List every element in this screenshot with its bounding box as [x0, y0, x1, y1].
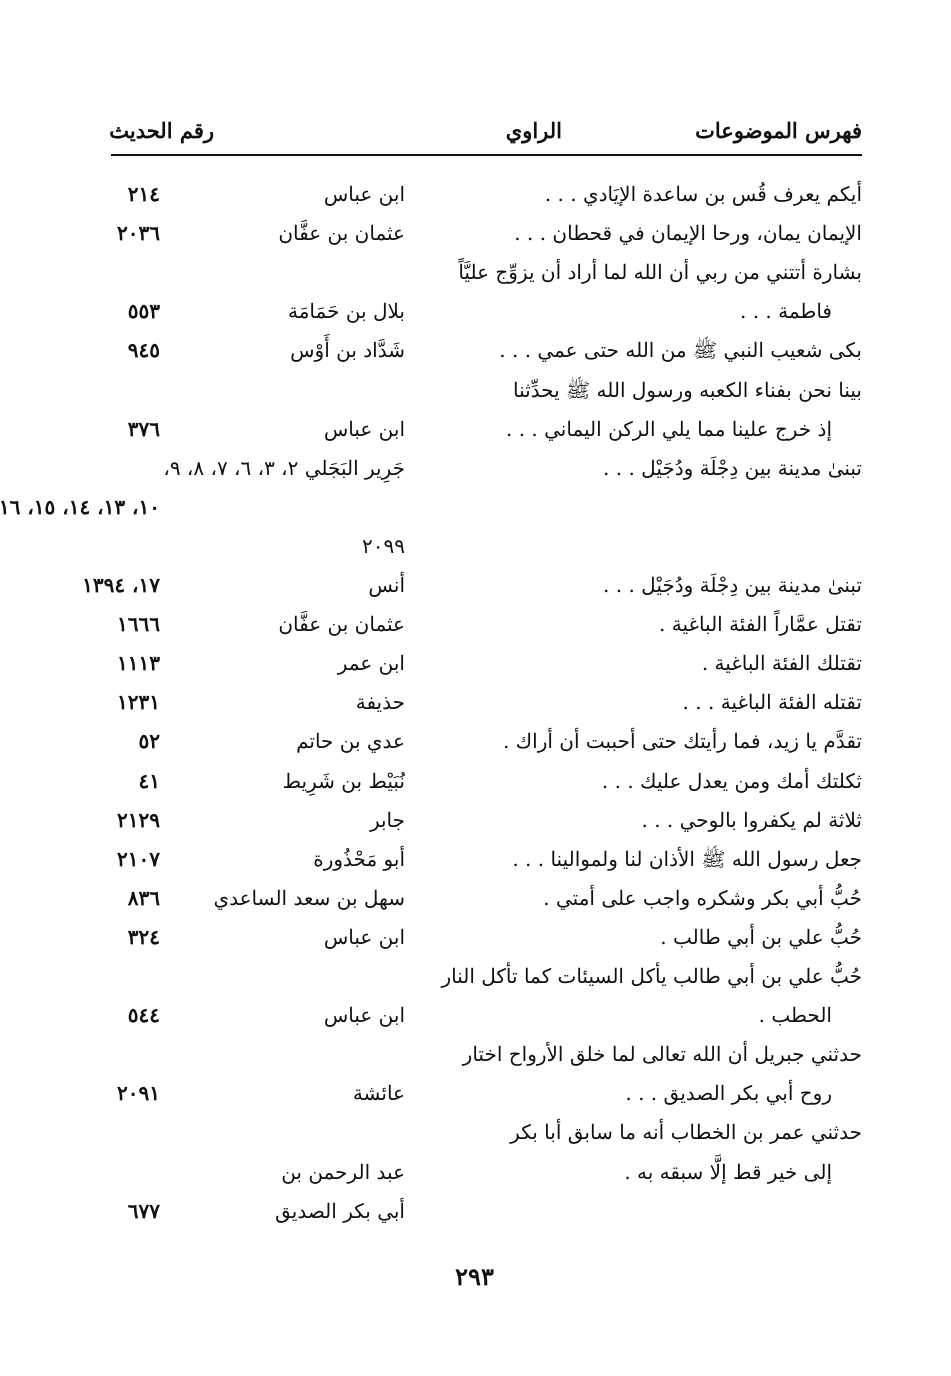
entry-narrator: عبد الرحمن بن: [282, 1160, 406, 1184]
entry-topic: بكى شعيب النبي ﷺ من الله حتى عمي . . .: [500, 338, 863, 362]
entry-narrator: ابن عباس: [324, 925, 406, 949]
entry-narrator: ابن عباس: [324, 417, 406, 441]
entry-hadith-number: ١٠، ١٣، ١٤، ١٥، ١٦: [0, 495, 161, 519]
entry-topic: جعل رسول الله ﷺ الأذان لنا ولموالينا . . .: [513, 847, 863, 871]
entry-hadith-number: ٢١٠٧: [118, 847, 161, 871]
entry-hadith-number: ٤١: [139, 769, 161, 793]
entry-topic: حُبُّ علي بن أبي طالب يأكل السيئات كما تأكل النار: [442, 964, 863, 988]
entry-narrator: ابن عباس: [324, 1003, 406, 1027]
entry-topic: الإيمان يمان، ورحا الإيمان في قحطان . . .: [515, 221, 863, 245]
entry-narrator: عثمان بن عفَّان: [279, 221, 406, 245]
entry-hadith-number: ٢١٢٩: [118, 808, 161, 832]
entry-hadith-number: ٨٣٦: [128, 886, 161, 910]
entry-topic: تبنىٰ مدينة بين دِجْلَة ودُجَيْل . . .: [604, 573, 863, 597]
list-item: [0, 527, 951, 565]
entry-hadith-number: ٥٥٣: [128, 299, 161, 323]
entry-topic: روح أبي بكر الصديق . . .: [626, 1081, 833, 1105]
entry-narrator: ابن عباس: [324, 182, 406, 206]
entry-topic: حُبُّ أبي بكر وشكره واجب على أمتي .: [544, 886, 863, 910]
list-item: [0, 605, 951, 643]
list-item: [0, 449, 951, 487]
entry-narrator: جابر: [370, 808, 406, 832]
list-item: [0, 683, 951, 721]
list-item: [0, 801, 951, 839]
list-item: [0, 488, 951, 526]
list-item: [0, 762, 951, 800]
entry-topic: تقتل عمَّاراً الفئة الباغية .: [660, 612, 863, 636]
entry-topic: حدثني عمر بن الخطاب أنه ما سابق أبا بكر: [511, 1120, 863, 1144]
list-item: [0, 410, 951, 448]
entry-topic: إذ خرج علينا مما يلي الركن اليماني . . .: [506, 417, 833, 441]
entry-narrator: ابن عمر: [338, 651, 406, 675]
list-item: [0, 253, 951, 291]
list-item: [0, 1153, 951, 1191]
list-item: [0, 1035, 951, 1073]
entry-hadith-number: ٢٠٩١: [118, 1081, 161, 1105]
entry-topic: أيكم يعرف قُس بن ساعدة الإيَادي . . .: [545, 182, 863, 206]
entry-topic: الحطب .: [759, 1003, 833, 1027]
entry-hadith-number: ٩٤٥: [128, 338, 161, 362]
entry-narrator: بلال بن حَمَامَة: [289, 299, 406, 323]
entry-topic: إلى خير قط إلَّا سبقه به .: [625, 1160, 833, 1184]
entry-hadith-number: ٥٢: [139, 729, 161, 753]
topic-column-header: فهرس الموضوعات: [696, 118, 863, 143]
entry-hadith-number: ٥٤٤: [128, 1003, 161, 1027]
list-item: [0, 879, 951, 917]
entry-topic: حدثني جبريل أن الله تعالى لما خلق الأرواح اختار: [463, 1042, 863, 1066]
entry-hadith-number: ٦٧٧: [128, 1199, 161, 1223]
entry-topic: تقدَّم يا زيد، فما رأيتك حتى أحببت أن أراك .: [503, 729, 863, 753]
list-item: [0, 722, 951, 760]
list-item: [0, 214, 951, 252]
entry-topic: تقتله الفئة الباغية . . .: [683, 690, 863, 714]
entry-hadith-number: ١٧، ١٣٩٤: [83, 573, 161, 597]
narrator-column-header: الراوي: [506, 118, 563, 143]
list-item: [0, 1113, 951, 1151]
entry-hadith-number: ١١١٣: [118, 651, 161, 675]
entry-narrator: أبي بكر الصديق: [276, 1199, 406, 1223]
entry-narrator: عدي بن حاتم: [297, 729, 406, 753]
entry-topic: فاطمة . . .: [740, 299, 833, 323]
list-item: [0, 566, 951, 604]
entry-hadith-number: ٣٢٤: [128, 925, 161, 949]
entry-narrator: جَرِير البَجَلي ٢، ٣، ٦، ٧، ٨، ٩،: [164, 456, 406, 480]
entry-narrator: ٢٠٩٩: [363, 534, 406, 558]
list-item: [0, 331, 951, 369]
entry-hadith-number: ٣٧٦: [128, 417, 161, 441]
entry-narrator: عثمان بن عفَّان: [279, 612, 406, 636]
entry-topic: تبنىٰ مدينة بين دِجْلَة ودُجَيْل . . .: [604, 456, 863, 480]
entry-topic: حُبُّ علي بن أبي طالب .: [661, 925, 863, 949]
entry-narrator: سهل بن سعد الساعدي: [214, 886, 406, 910]
entry-narrator: حذيفة: [356, 690, 406, 714]
entry-hadith-number: ١٢٣١: [118, 690, 161, 714]
list-item: [0, 371, 951, 409]
entry-narrator: أبو مَحْذُورة: [314, 847, 406, 871]
list-item: [0, 996, 951, 1034]
entry-topic: بينا نحن بفناء الكعبه ورسول الله ﷺ يحدِّثنا: [513, 378, 863, 402]
entry-topic: بشارة أتتني من ربي أن الله لما أراد أن يزوِّج عليَّاً: [459, 260, 863, 284]
list-item: [0, 840, 951, 878]
list-item: [0, 644, 951, 682]
entry-topic: ثلاثة لم يكفروا بالوحي . . .: [642, 808, 863, 832]
entry-topic: تقتلك الفئة الباغية .: [702, 651, 863, 675]
list-item: [0, 1074, 951, 1112]
entry-hadith-number: ٢١٤: [128, 182, 161, 206]
list-item: [0, 957, 951, 995]
list-item: [0, 918, 951, 956]
entry-topic: ثكلتك أمك ومن يعدل عليك . . .: [602, 769, 863, 793]
entry-hadith-number: ٢٠٣٦: [118, 221, 161, 245]
entry-narrator: نُبَيْط بن شَرِيط: [283, 769, 406, 793]
entry-narrator: عائشة: [353, 1081, 406, 1105]
page-number: ٢٩٣: [456, 1262, 495, 1291]
entry-hadith-number: ١٦٦٦: [118, 612, 161, 636]
list-item: [0, 1192, 951, 1230]
hadith-number-column-header: رقم الحديث: [110, 118, 215, 143]
list-item: [0, 292, 951, 330]
entry-narrator: أنس: [369, 573, 406, 597]
list-item: [0, 175, 951, 213]
entry-narrator: شَدَّاد بن أَوْس: [291, 338, 406, 362]
